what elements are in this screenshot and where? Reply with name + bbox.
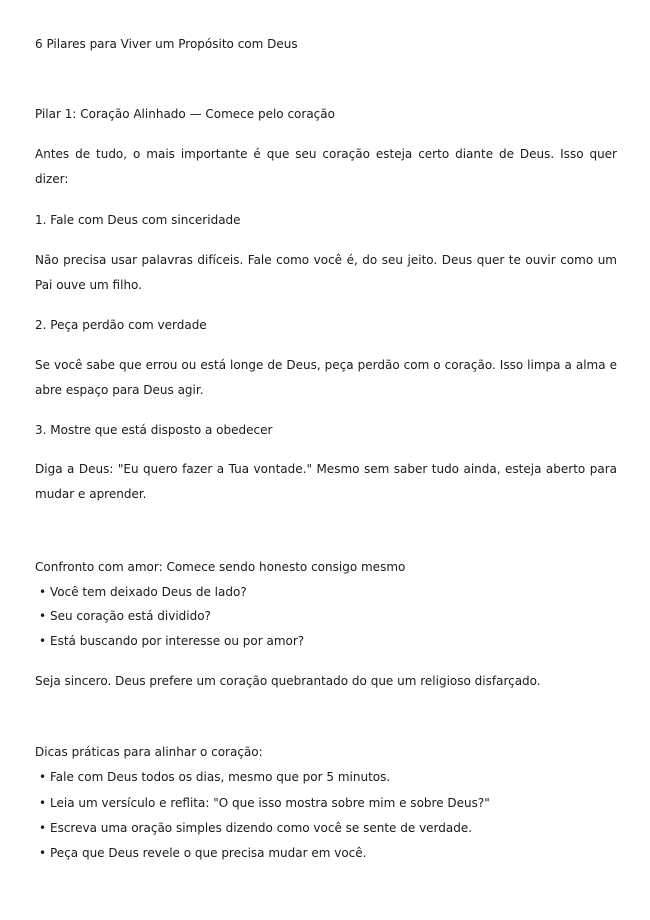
confrontation-closing: Seja sincero. Deus prefere um coração quebrantado do que um religioso disfarçado. (35, 674, 541, 688)
list-item: • Está buscando por interesse ou por amor? (39, 634, 305, 648)
item-text: Diga a Deus: "Eu quero fazer a Tua vontade." Mesmo sem saber tudo ainda, esteja aberto para mudar e aprender. (35, 462, 617, 501)
tips-heading: Dicas práticas para alinhar o coração: (35, 745, 263, 759)
item-heading: 1. Fale com Deus com sinceridade (35, 213, 241, 227)
list-item: • Leia um versículo e reflita: "O que isso mostra sobre mim e sobre Deus?" (39, 796, 490, 810)
pillar-heading: Pilar 1: Coração Alinhado — Comece pelo coração (35, 107, 335, 121)
bullet-icon: • (39, 634, 47, 648)
bullet-icon: • (39, 821, 47, 835)
list-item: • Seu coração está dividido? (39, 609, 211, 623)
bullet-icon: • (39, 609, 47, 623)
item-heading: 3. Mostre que está disposto a obedecer (35, 423, 273, 437)
bullet-icon: • (39, 796, 47, 810)
bullet-icon: • (39, 770, 47, 784)
item-heading: 2. Peça perdão com verdade (35, 318, 207, 332)
list-item: • Escreva uma oração simples dizendo como você se sente de verdade. (39, 821, 473, 835)
list-item: • Você tem deixado Deus de lado? (39, 585, 247, 599)
item-text: Não precisa usar palavras difíceis. Fale como você é, do seu jeito. Deus quer te ouvir como um Pai ouve um filho. (35, 253, 617, 292)
list-item: • Fale com Deus todos os dias, mesmo que por 5 minutos. (39, 770, 391, 784)
document-title: 6 Pilares para Viver um Propósito com Deus (35, 37, 298, 51)
pillar-intro: Antes de tudo, o mais importante é que seu coração esteja certo diante de Deus. Isso quer dizer: (35, 147, 617, 186)
confrontation-heading: Confronto com amor: Comece sendo honesto consigo mesmo (35, 560, 406, 574)
list-item: • Peça que Deus revele o que precisa mudar em você. (39, 846, 367, 860)
bullet-icon: • (39, 585, 47, 599)
item-text: Se você sabe que errou ou está longe de Deus, peça perdão com o coração. Isso limpa a alma e abre espaço para Deus agir. (35, 358, 617, 397)
bullet-icon: • (39, 846, 47, 860)
